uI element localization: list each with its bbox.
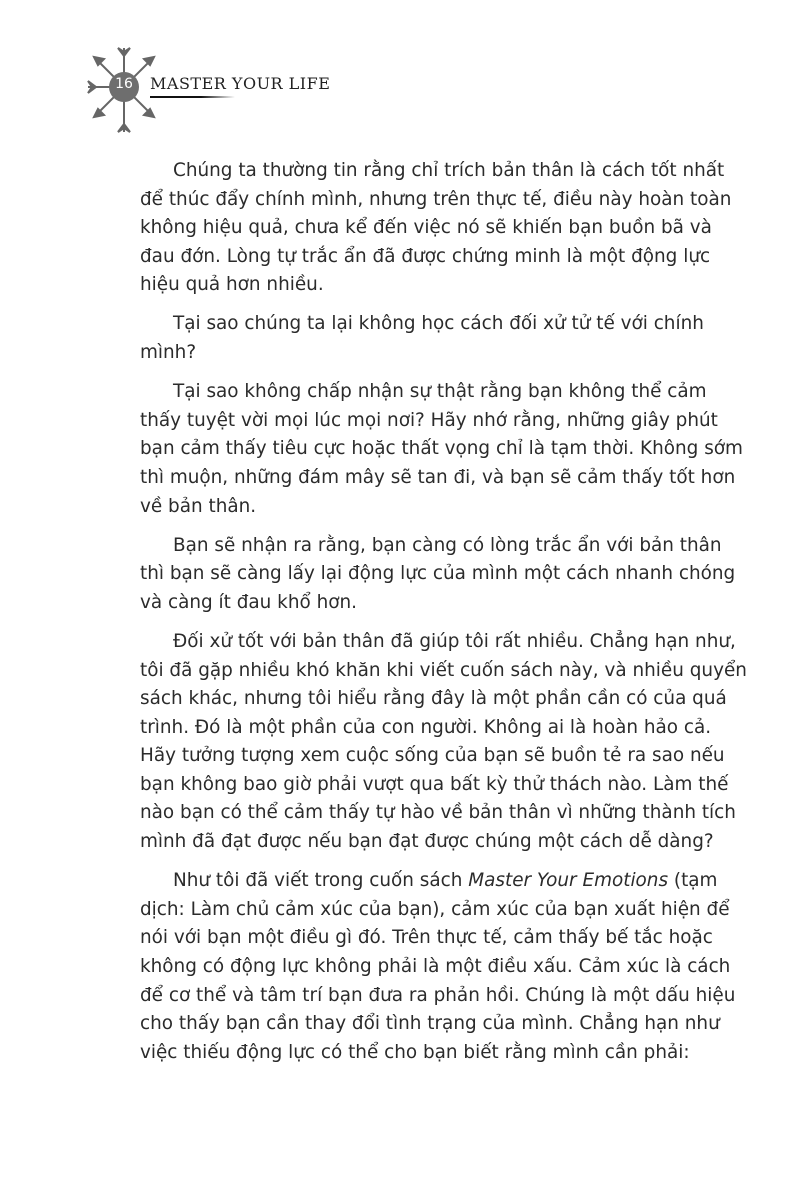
text-line: không hiệu quả, chưa kể đến việc nó sẽ khiến bạn buồn bã và <box>140 217 712 239</box>
text-line: cho thấy bạn cần thay đổi tình trạng của mình. Chẳng hạn như <box>140 1013 720 1035</box>
book-title: MASTER YOUR LIFE <box>150 74 331 93</box>
text-line: Đối xử tốt với bản thân đã giúp tôi rất nhiều. Chẳng hạn như, <box>173 630 736 652</box>
text-line: nào bạn có thể cảm thấy tự hào về bản thân vì những thành tích <box>140 802 736 824</box>
text-line: đau đớn. Lòng tự trắc ẩn đã được chứng minh là một động lực <box>140 245 711 267</box>
title-underline <box>150 96 235 98</box>
paragraph <box>140 532 736 618</box>
text-line: không có động lực không phải là một điều xấu. Cảm xúc là cách <box>140 955 731 977</box>
text-line: tôi đã gặp nhiều khó khăn khi viết cuốn sách này, và nhiều quyển <box>140 659 747 681</box>
text-line: hiệu quả hơn nhiều. <box>140 274 324 296</box>
text-line: bạn không bao giờ phải vượt qua bất kỳ thử thách nào. Làm thế <box>140 773 729 795</box>
paragraph <box>140 628 747 857</box>
text-line: nói với bạn một điều gì đó. Trên thực tế, cảm thấy bế tắc hoặc <box>140 927 713 949</box>
text-line: mình? <box>140 342 197 364</box>
text-line: thì bạn sẽ càng lấy lại động lực của mình một cách nhanh chóng <box>140 563 736 585</box>
text-line: sách khác, nhưng tôi hiểu rằng đây là một phần cần có của quá <box>140 688 727 710</box>
text-line: việc thiếu động lực có thể cho bạn biết rằng mình cần phải: <box>140 1041 690 1063</box>
page-number: 16 <box>115 76 133 92</box>
text-line: Hãy tưởng tượng xem cuộc sống của bạn sẽ buồn tẻ ra sao nếu <box>140 745 725 767</box>
text-line: thấy tuyệt vời mọi lúc mọi nơi? Hãy nhớ rằng, những giây phút <box>140 409 718 431</box>
text-line: và càng ít đau khổ hơn. <box>140 591 357 613</box>
text-line: dịch: Làm chủ cảm xúc của bạn), cảm xúc của bạn xuất hiện để <box>140 898 730 920</box>
paragraph <box>140 378 743 521</box>
text-line: để thúc đẩy chính mình, nhưng trên thực tế, điều này hoàn toàn <box>140 188 732 210</box>
paragraph <box>140 867 736 1067</box>
text-line: Bạn sẽ nhận ra rằng, bạn càng có lòng trắc ẩn với bản thân <box>173 534 722 556</box>
text-line: Chúng ta thường tin rằng chỉ trích bản thân là cách tốt nhất <box>173 160 725 181</box>
text-line: mình đã đạt được nếu bạn đạt được chúng một cách dễ dàng? <box>140 831 714 853</box>
paragraph <box>140 157 732 300</box>
body-text <box>140 157 747 1078</box>
text-line: trình. Đó là một phần của con người. Không ai là hoàn hảo cả. <box>140 716 712 738</box>
text-line: thì muộn, những đám mây sẽ tan đi, và bạn sẽ cảm thấy tốt hơn <box>140 466 736 488</box>
text-line: Như tôi đã viết trong cuốn sách Master Your Emotions (tạm <box>173 870 718 892</box>
text-line: bạn cảm thấy tiêu cực hoặc thất vọng chỉ là tạm thời. Không sớm <box>140 438 743 460</box>
text-line: để cơ thể và tâm trí bạn đưa ra phản hồi. Chúng là một dấu hiệu <box>140 984 736 1006</box>
text-line: Tại sao chúng ta lại không học cách đối xử tử tế với chính <box>173 313 704 335</box>
paragraph <box>140 310 704 367</box>
running-header <box>80 40 380 140</box>
text-line: Tại sao không chấp nhận sự thật rằng bạn không thể cảm <box>173 381 707 403</box>
text-line: về bản thân. <box>140 495 257 517</box>
